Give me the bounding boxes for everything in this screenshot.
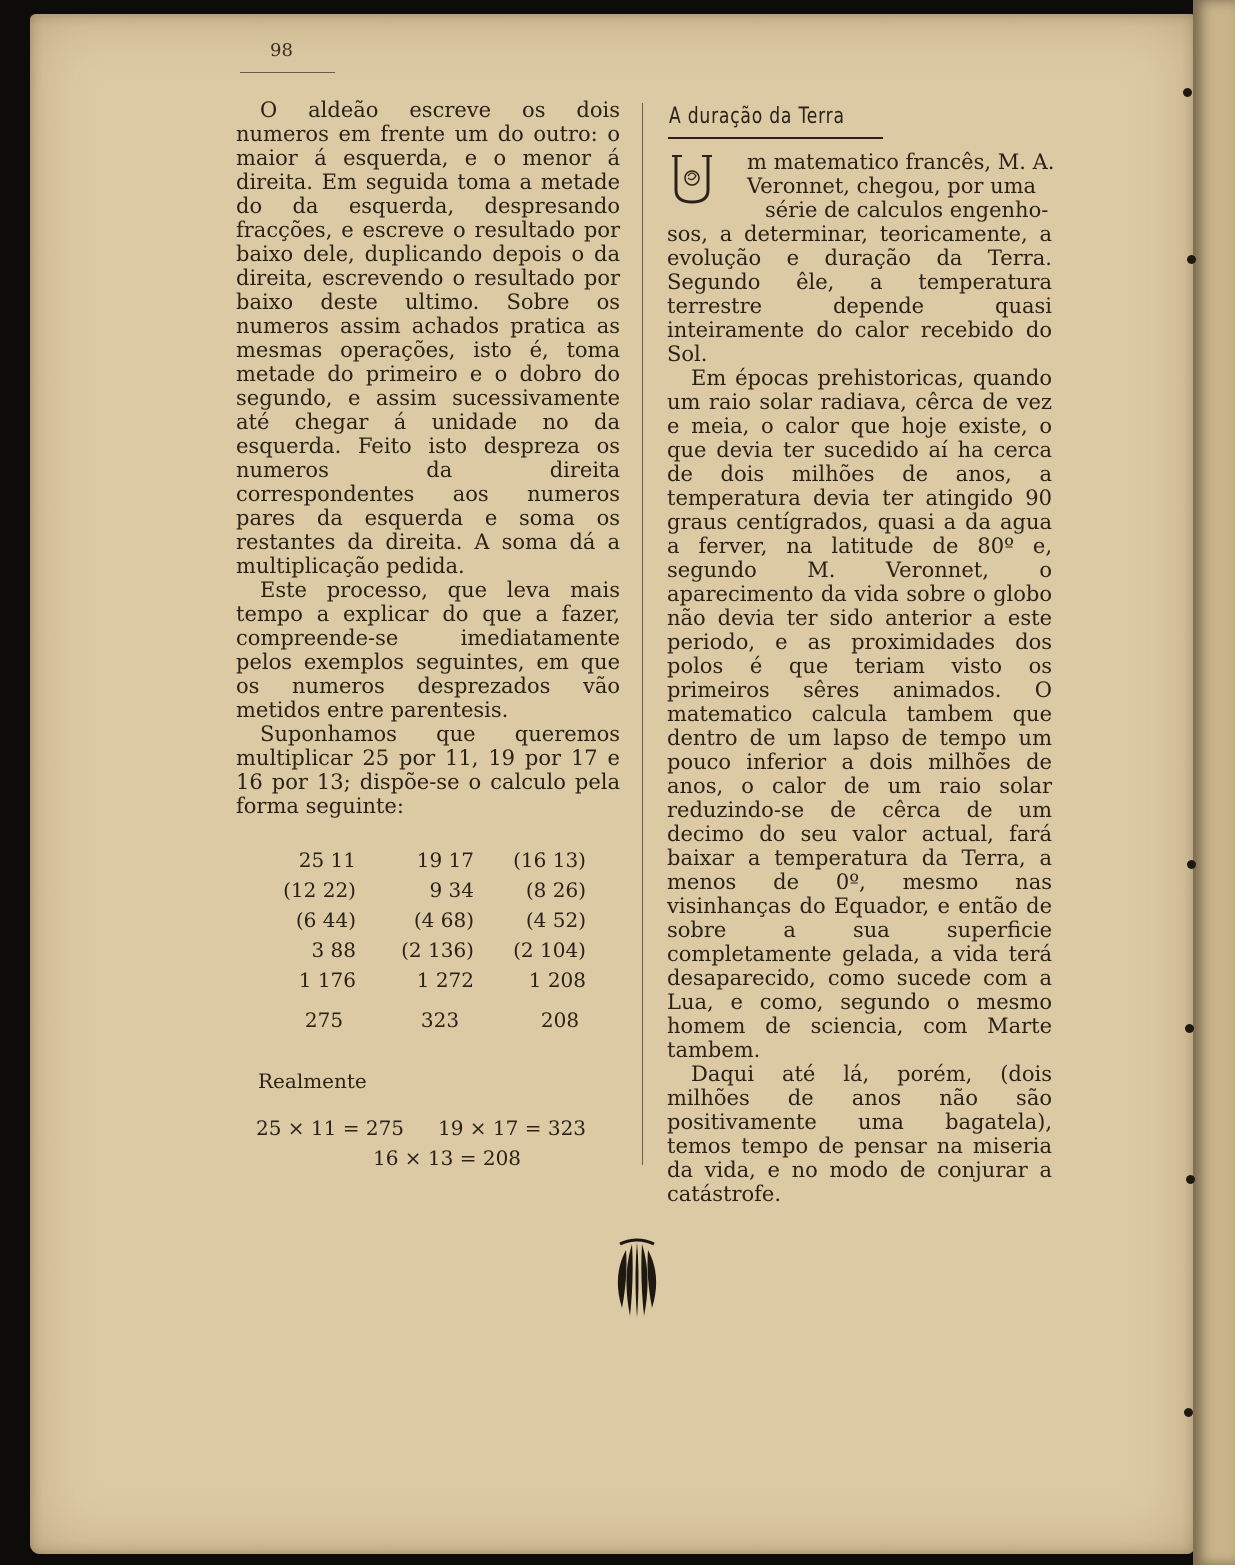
paragraph: Este processo, que leva mais tempo a explicar do que a fazer, compreende-se imediatamente pelos exemplos seguintes, em que os numeros desprezados vão metidos entre parentesis. [236,578,620,722]
page-number-rule [240,72,335,73]
text-line: m matematico francês, M. A. [747,150,1055,174]
next-page-edge [1193,0,1235,1565]
binding-hole [1187,860,1196,869]
binding-hole [1184,1408,1193,1417]
calc-column-2 [386,848,474,1032]
article-heading: A duração da Terra [669,104,845,129]
calc-row: 19 17 [416,848,474,872]
calc-total: 275 [304,1008,344,1032]
text-line: Veronnet, chegou, por uma [747,174,1037,198]
dropcap-u-ornament [672,152,712,204]
calc-row: (4 52) [525,908,586,932]
page-number: 98 [270,40,293,61]
paragraph: Daqui até lá, porém, (dois milhões de anos não são positivamente uma bagatela), temos tempo de pensar na miseria da vida, e no modo de conjurar a catástrofe. [667,1062,1052,1206]
binding-hole [1185,1024,1194,1033]
paragraph: O aldeão escreve os dois numeros em frente um do outro: o maior á esquerda, e o menor á direita. Em seguida toma a metade do da esquerda, despresando fracções, e escreve o resultado por baixo dele, duplicando depois o da direita, escrevendo o resultado por baixo deste ultimo. Sobre os numeros assim achados pratica as mesmas operações, isto é, toma metade do primeiro e o dobro do segundo, e assim sucessivamente até chegar á unidade no da esquerda. Feito isto despreza os numeros da direita correspondentes aos numeros pares da esquerda e soma os restantes da direita. A soma dá a multiplicação pedida. [236,98,620,578]
calc-row: 1 272 [416,968,474,992]
result-line: 19 × 17 = 323 [438,1116,587,1140]
right-column [667,222,1052,1206]
calc-row: 3 88 [311,938,356,962]
paragraph: Suponhamos que queremos multiplicar 25 por 11, 19 por 17 e 16 por 13; dispõe-se o calculo pela forma seguinte: [236,722,620,818]
binding-hole [1187,255,1196,264]
heading-rule [668,137,883,139]
calc-row: (4 68) [413,908,474,932]
calc-row: (8 26) [525,878,586,902]
realmente-label: Realmente [258,1069,367,1093]
calc-row: (12 22) [283,878,356,902]
binding-hole [1183,88,1192,97]
result-line: 16 × 13 = 208 [373,1146,522,1170]
calc-row: 1 176 [298,968,356,992]
calc-row: (16 13) [513,848,586,872]
calc-row: (2 104) [513,938,586,962]
text-line: série de calculos engenho- [765,198,1049,222]
palmette-ornament [612,1236,662,1320]
calc-column-1 [262,848,356,1032]
calc-row: 1 208 [528,968,586,992]
calc-total: 208 [540,1008,580,1032]
paragraph: Em épocas prehistoricas, quando um raio solar radiava, cêrca de vez e meia, o calor que hoje existe, o que devia ter sucedido aí ha cerca de dois milhões de anos, a temperatura devia ter atingido 90 graus centígrados, quasi a da agua a ferver, na latitude de 80º e, segundo M. Veronnet, o aparecimento da vida sobre o globo não devia ter sido anterior a este periodo, e as proximidades dos polos é que teriam visto os primeiros sêres animados. O matematico calcula tambem que dentro de um lapso de tempo um pouco inferior a dois milhões de anos, o calor de um raio solar reduzindo-se de cêrca de um decimo do seu valor actual, fará baixar a temperatura da Terra, a menos de 0º, mesmo nas visinhanças do Equador, e então de sobre a sua superficie completamente gelada, a vida terá desaparecido, como sucede com a Lua, e como, segundo o mesmo homem de sciencia, com Marte tambem. [667,366,1052,1062]
binding-hole [1186,1175,1195,1184]
calc-row: (2 136) [401,938,474,962]
calc-row: (6 44) [295,908,356,932]
calc-total: 323 [420,1008,460,1032]
calc-row: 25 11 [298,848,356,872]
calc-column-3 [494,848,586,1032]
column-divider [642,103,643,1165]
result-line: 25 × 11 = 275 [256,1116,405,1140]
article-opening-lines [747,150,1054,222]
paragraph: sos, a determinar, teoricamente, a evolução e duração da Terra. Segundo êle, a temperatura terrestre depende quasi inteiramente do calor recebido do Sol. [667,222,1052,366]
calc-row: 9 34 [429,878,474,902]
left-column [236,98,620,818]
